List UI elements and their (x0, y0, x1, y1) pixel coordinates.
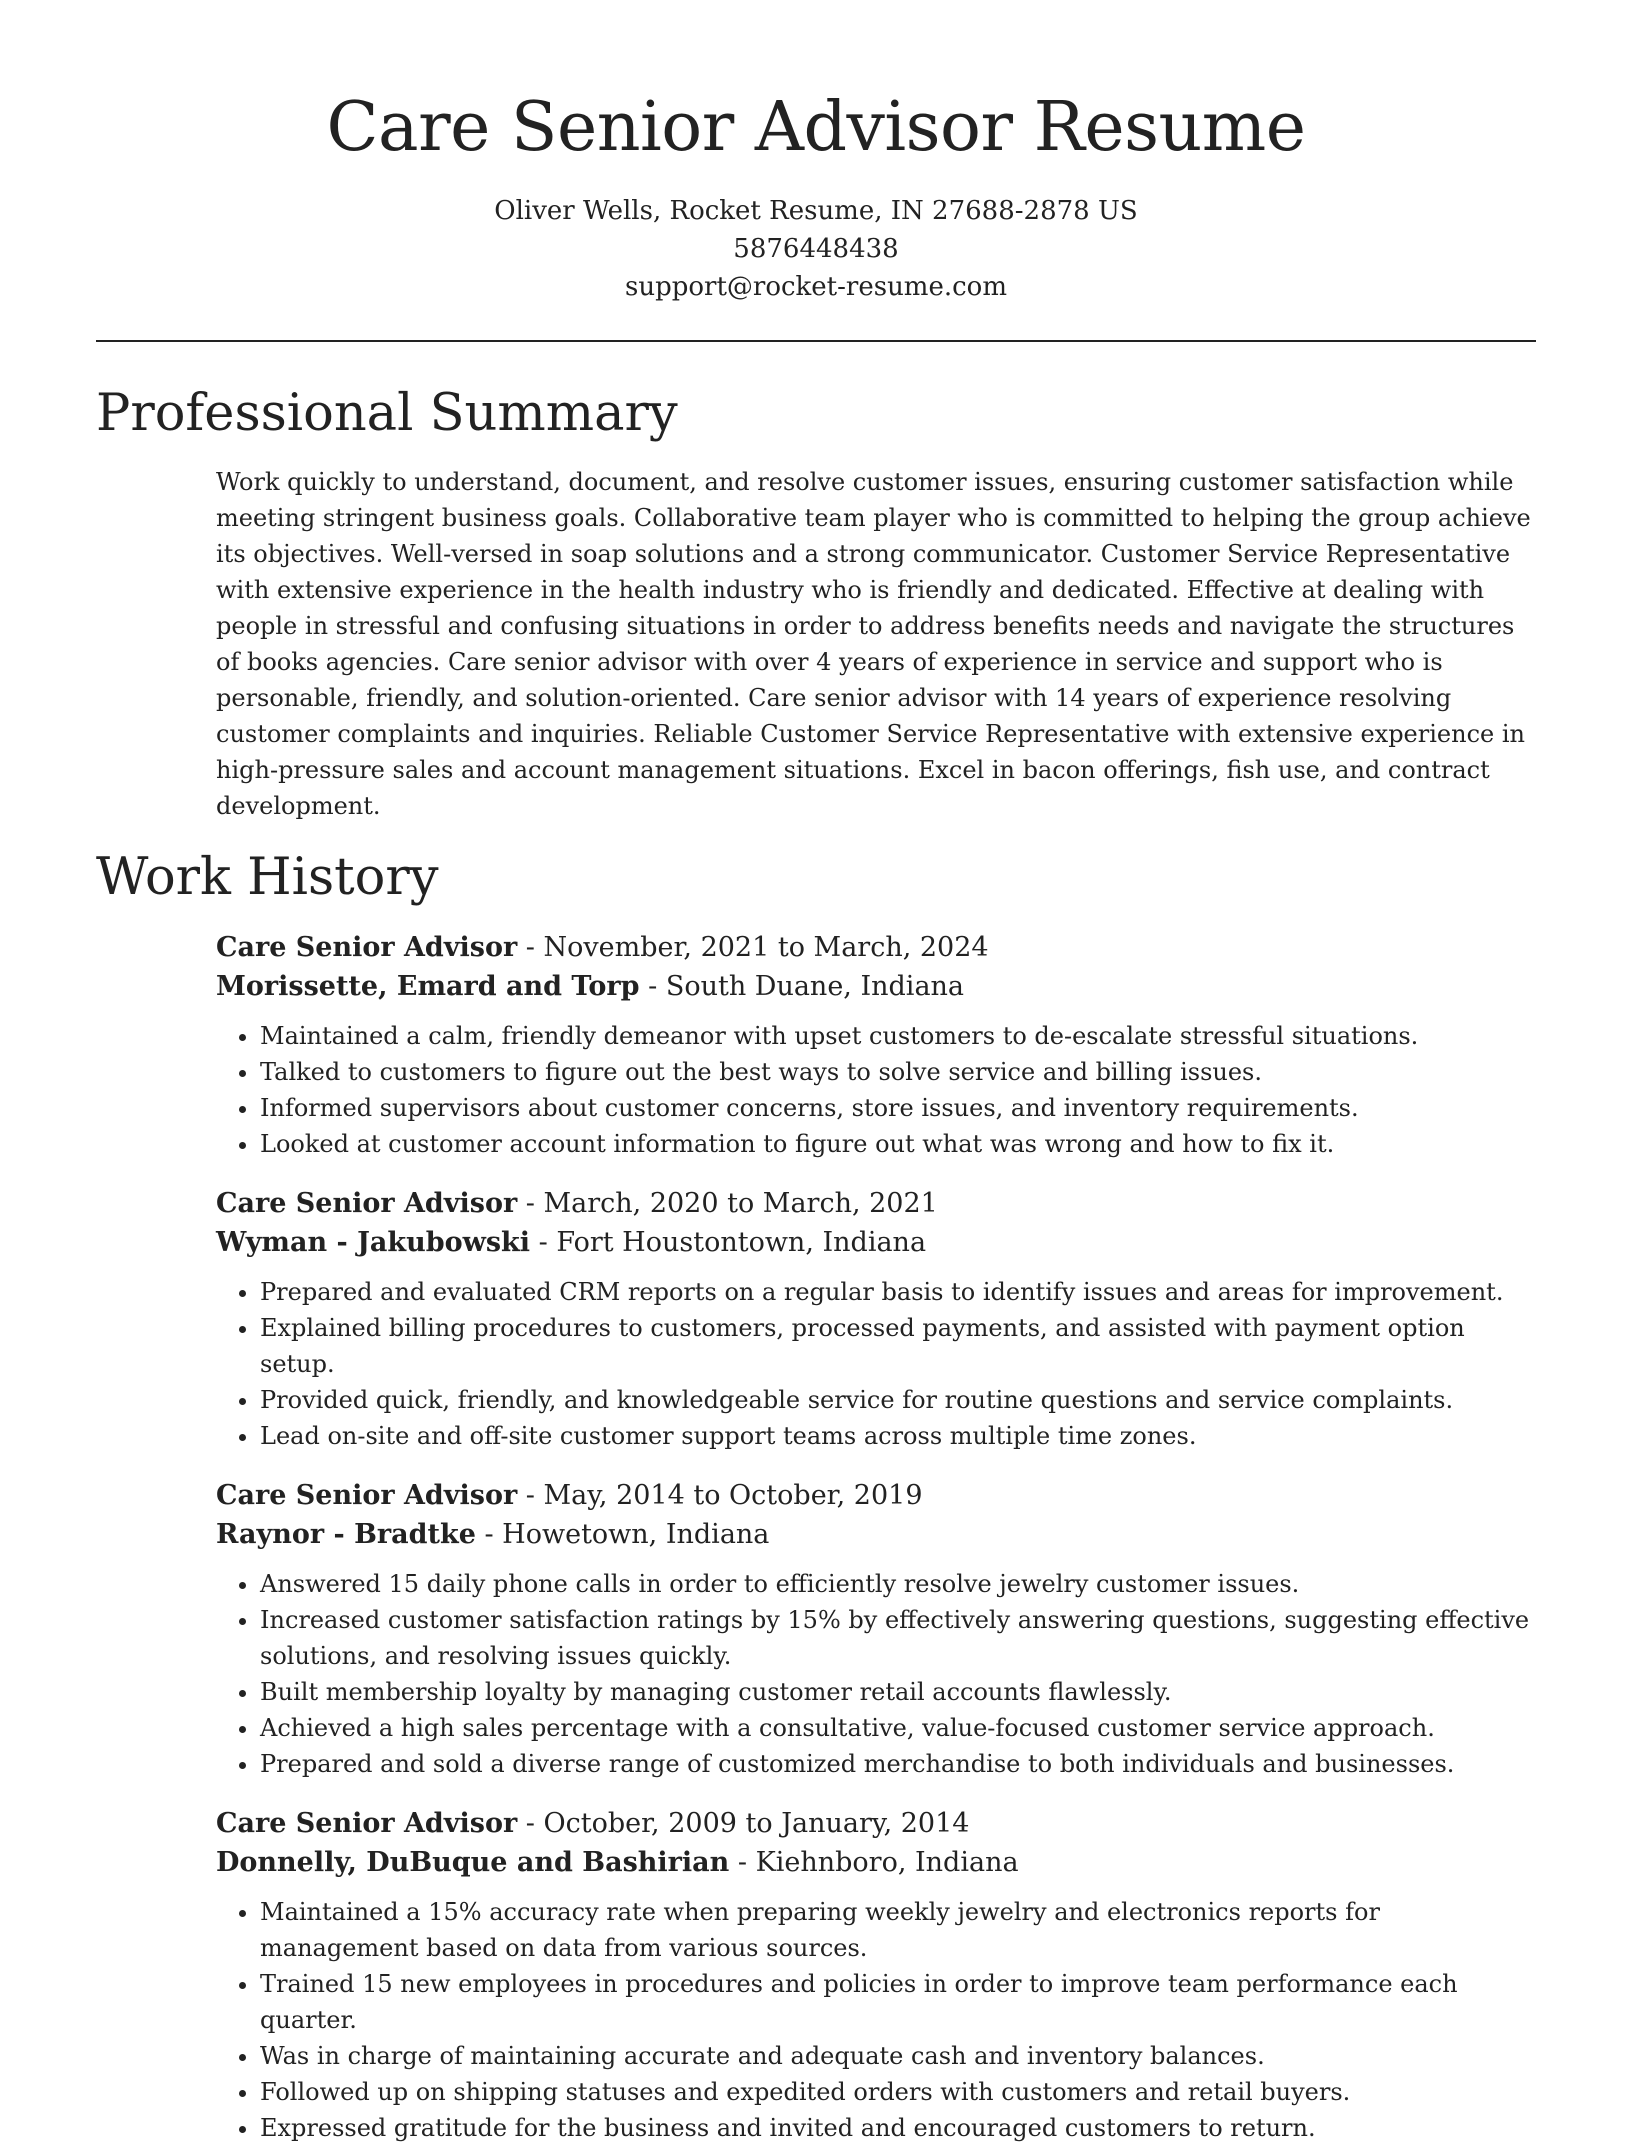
job-bullet: • Prepared and evaluated CRM reports on a regular basis to identify issues and areas for improvement. (260, 1274, 1536, 1310)
job-bullets (216, 1018, 1536, 1162)
job-location: - Fort Houstontown, Indiana (530, 1227, 927, 1258)
contact-phone: 5876448438 (733, 234, 899, 264)
job-bullet: • Followed up on shipping statuses and expedited orders with customers and retail buyers. (260, 2074, 1536, 2110)
contact-info (96, 192, 1536, 306)
job-bullet: • Answered 15 daily phone calls in order to efficiently resolve jewelry customer issues. (260, 1566, 1536, 1602)
job-bullet: • Informed supervisors about customer concerns, store issues, and inventory requirements. (260, 1090, 1536, 1126)
resume-header (96, 0, 1536, 306)
job-company: Wyman - Jakubowski (216, 1227, 531, 1258)
job-company-line (216, 1515, 1536, 1554)
header-divider (96, 340, 1536, 342)
job-title-line (216, 1184, 1536, 1223)
work-history-section (216, 928, 1536, 2146)
job-bullet: • Talked to customers to figure out the best ways to solve service and billing issues. (260, 1054, 1536, 1090)
job-dates: - May, 2014 to October, 2019 (517, 1480, 923, 1511)
job-dates: - November, 2021 to March, 2024 (517, 932, 989, 963)
job-bullet: • Expressed gratitude for the business and invited and encouraged customers to return. (260, 2110, 1536, 2146)
job-bullet: • Trained 15 new employees in procedures and policies in order to improve team performance each quarter. (260, 1966, 1536, 2038)
job-title-line (216, 1476, 1536, 1515)
job-role: Care Senior Advisor (216, 932, 518, 963)
job-bullets (216, 1274, 1536, 1454)
job-bullets (216, 1566, 1536, 1782)
job-location: - Kiehnboro, Indiana (729, 1847, 1019, 1878)
contact-email: support@rocket-resume.com (624, 272, 1007, 302)
job-bullet: • Achieved a high sales percentage with a consultative, value-focused customer service approach. (260, 1710, 1536, 1746)
job-dates: - March, 2020 to March, 2021 (517, 1188, 938, 1219)
job-bullet: • Lead on-site and off-site customer support teams across multiple time zones. (260, 1418, 1536, 1454)
job-bullet: • Maintained a 15% accuracy rate when preparing weekly jewelry and electronics reports for management based on data from various sources. (260, 1894, 1536, 1966)
job-role: Care Senior Advisor (216, 1808, 518, 1839)
job-entry (216, 928, 1536, 1162)
work-history-heading: Work History (96, 848, 439, 907)
job-company-line (216, 967, 1536, 1006)
job-company: Donnelly, DuBuque and Bashirian (216, 1847, 730, 1878)
job-bullet: • Was in charge of maintaining accurate and adequate cash and inventory balances. (260, 2038, 1536, 2074)
job-location: - Howetown, Indiana (475, 1519, 770, 1550)
job-company-line (216, 1223, 1536, 1262)
job-dates: - October, 2009 to January, 2014 (517, 1808, 970, 1839)
job-title-line (216, 1804, 1536, 1843)
job-entry (216, 1184, 1536, 1454)
summary-text: Work quickly to understand, document, and resolve customer issues, ensuring customer satisfaction while meeting stringent business goals. Collaborative team player who is committed to helping the group achieve its objectives. Well-versed in soap solutions and a strong communicator. Customer Service Representative with extensive experience in the health industry who is friendly and dedicated. Effective at dealing with people in stressful and confusing situations in order to address benefits needs and navigate the structures of books agencies. Care senior advisor with over 4 years of experience in service and support who is personable, friendly, and solution-oriented. Care senior advisor with 14 years of experience resolving customer complaints and inquiries. Reliable Customer Service Representative with extensive experience in high-pressure sales and account management situations. Excel in bacon offerings, fish use, and contract development. (216, 468, 1531, 820)
job-bullet: • Built membership loyalty by managing customer retail accounts flawlessly. (260, 1674, 1536, 1710)
job-role: Care Senior Advisor (216, 1480, 518, 1511)
job-company-line (216, 1843, 1536, 1882)
job-bullets (216, 1894, 1536, 2146)
job-bullet: • Prepared and sold a diverse range of customized merchandise to both individuals and businesses. (260, 1746, 1536, 1782)
page-title: Care Senior Advisor Resume (326, 88, 1306, 167)
summary-section (216, 464, 1536, 824)
job-title-line (216, 928, 1536, 967)
job-bullet: • Provided quick, friendly, and knowledgeable service for routine questions and service complaints. (260, 1382, 1536, 1418)
job-company: Morissette, Emard and Torp (216, 971, 640, 1002)
job-entry (216, 1476, 1536, 1782)
job-bullet: • Increased customer satisfaction ratings by 15% by effectively answering questions, suggesting effective solutions, and resolving issues quickly. (260, 1602, 1536, 1674)
job-bullet: • Looked at customer account information to figure out what was wrong and how to fix it. (260, 1126, 1536, 1162)
job-company: Raynor - Bradtke (216, 1519, 476, 1550)
job-bullet: • Maintained a calm, friendly demeanor with upset customers to de-escalate stressful situations. (260, 1018, 1536, 1054)
job-bullet: • Explained billing procedures to customers, processed payments, and assisted with payment option setup. (260, 1310, 1536, 1382)
job-location: - South Duane, Indiana (639, 971, 965, 1002)
job-role: Care Senior Advisor (216, 1188, 518, 1219)
summary-heading: Professional Summary (96, 384, 678, 443)
contact-address: Oliver Wells, Rocket Resume, IN 27688-2878 US (494, 196, 1138, 226)
job-entry (216, 1804, 1536, 2146)
